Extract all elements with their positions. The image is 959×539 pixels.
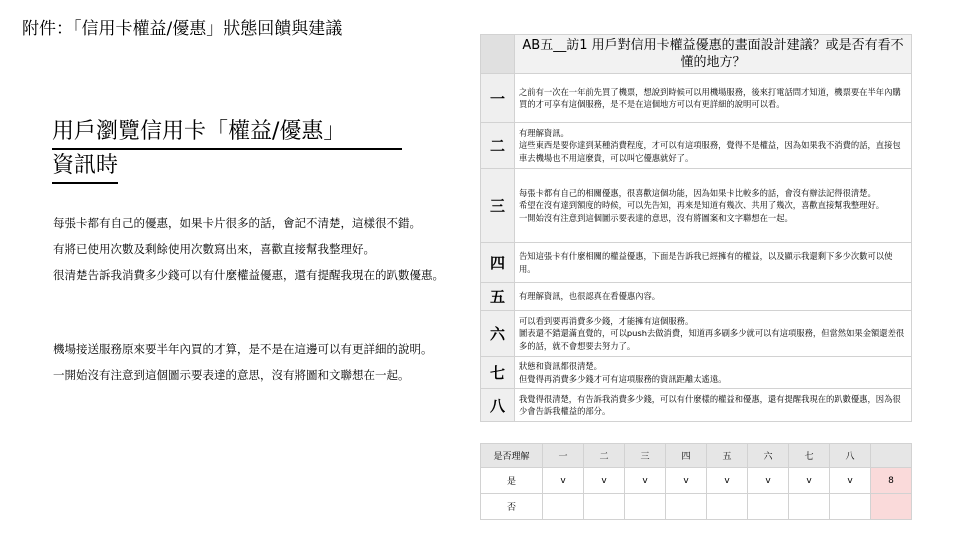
finding-item: 很清楚告訴我消費多少錢可以有什麼權益優惠，還有提醒我現在的趴數優惠。 (53, 268, 444, 282)
response-text: 我覺得很清楚，有告訴我消費多少錢，可以有什麼樣的權益和優惠，還有提醒我現在的趴數優惠，因為很少會告訴我權益的部分。 (515, 389, 912, 422)
response-row (481, 74, 912, 123)
summary-column-header: 八 (830, 444, 871, 468)
section-heading-line2: 資訊時 (52, 150, 118, 184)
interview-responses-table (480, 34, 912, 422)
response-row (481, 357, 912, 389)
summary-yes-mark: v (830, 468, 871, 494)
question-text: AB五__訪1 用戶對信用卡權益優惠的畫面設計建議？或是否有看不懂的地方？ (515, 35, 912, 74)
response-row (481, 243, 912, 283)
summary-no-mark (748, 494, 789, 520)
response-row (481, 311, 912, 357)
question-row (481, 35, 912, 74)
finding-item: 每張卡都有自己的優惠，如果卡片很多的話，會記不清楚，這樣很不錯。 (53, 216, 421, 230)
summary-no-mark (543, 494, 584, 520)
findings-gap (53, 293, 473, 341)
summary-yes-mark: v (625, 468, 666, 494)
summary-yes-label: 是 (481, 468, 543, 494)
response-number: 三 (481, 169, 515, 243)
summary-column-header: 四 (666, 444, 707, 468)
summary-column-header: 六 (748, 444, 789, 468)
summary-no-mark (707, 494, 748, 520)
summary-no-total (871, 494, 912, 520)
summary-yes-mark: v (707, 468, 748, 494)
summary-no-label: 否 (481, 494, 543, 520)
comprehension-summary-table (480, 443, 912, 520)
summary-column-header: 二 (584, 444, 625, 468)
response-text: 每張卡都有自己的相關優惠，很喜歡這個功能，因為如果卡比較多的話，會沒有辦法記得很清楚。 希望在沒有達到額度的時候，可以先告知，再來是知道有幾次、共用了幾次，喜歡直接幫我整理好。 一開始沒有注意到這個圖示要表達的意思，沒有將圖案和文字聯想在一起。 (515, 169, 912, 243)
summary-no-row (481, 494, 912, 520)
response-number: 一 (481, 74, 515, 123)
summary-no-mark (666, 494, 707, 520)
response-number: 四 (481, 243, 515, 283)
response-number: 八 (481, 389, 515, 422)
summary-yes-row (481, 468, 912, 494)
summary-header-row (481, 444, 912, 468)
summary-no-mark (789, 494, 830, 520)
summary-total-header (871, 444, 912, 468)
response-text: 之前有一次在一年前先買了機票，想說到時候可以用機場服務，後來打電話問才知道，機票要在半年內購買的才可享有這個服務，是不是在這個地方可以有更詳細的說明可以看。 (515, 74, 912, 123)
question-corner-cell (481, 35, 515, 74)
findings-list (53, 215, 473, 393)
summary-column-header: 三 (625, 444, 666, 468)
summary-yes-total: 8 (871, 468, 912, 494)
response-row (481, 389, 912, 422)
response-text: 有理解資訊，也很認真在看優惠內容。 (515, 283, 912, 311)
response-number: 二 (481, 123, 515, 169)
summary-no-mark (584, 494, 625, 520)
response-text: 有理解資訊。 這些東西是要你達到某種消費程度，才可以有這項服務，覺得不是權益，因為如果我不消費的話，直接包車去機場也不用這麼貴，可以叫它優惠就好了。 (515, 123, 912, 169)
finding-item: 一開始沒有注意到這個圖示要表達的意思，沒有將圖和文聯想在一起。 (53, 368, 410, 382)
response-text: 告知這張卡有什麼相關的權益優惠，下面是告訴我已經擁有的權益，以及顯示我還剩下多少次數可以使用。 (515, 243, 912, 283)
finding-item: 機場接送服務原來要半年內買的才算，是不是在這邊可以有更詳細的說明。 (53, 342, 433, 356)
section-heading (52, 116, 402, 184)
page-title: 附件：「信用卡權益/優惠」狀態回饋與建議 (22, 19, 343, 39)
response-number: 五 (481, 283, 515, 311)
response-row (481, 283, 912, 311)
finding-item: 有將已使用次數及剩餘使用次數寫出來，喜歡直接幫我整理好。 (53, 242, 375, 256)
summary-column-header: 七 (789, 444, 830, 468)
response-row (481, 169, 912, 243)
summary-column-header: 一 (543, 444, 584, 468)
response-number: 六 (481, 311, 515, 357)
summary-yes-mark: v (748, 468, 789, 494)
summary-yes-mark: v (543, 468, 584, 494)
section-heading-line1: 用戶瀏覽信用卡「權益/優惠」 (52, 116, 402, 150)
summary-column-header: 五 (707, 444, 748, 468)
response-text: 可以看到要再消費多少錢，才能擁有這個服務。 圖表還不錯還滿直覺的，可以push去做消費，知道再多刷多少就可以有這項服務，但當然如果金額還差很多的話，就不會想要去努力了。 (515, 311, 912, 357)
response-row (481, 123, 912, 169)
response-number: 七 (481, 357, 515, 389)
summary-yes-mark: v (584, 468, 625, 494)
summary-yes-mark: v (789, 468, 830, 494)
response-text: 狀態和資訊都很清楚。 但覺得再消費多少錢才可有這項服務的資訊距離太遙遠。 (515, 357, 912, 389)
summary-yes-mark: v (666, 468, 707, 494)
summary-header-label: 是否理解 (481, 444, 543, 468)
summary-no-mark (830, 494, 871, 520)
summary-no-mark (625, 494, 666, 520)
